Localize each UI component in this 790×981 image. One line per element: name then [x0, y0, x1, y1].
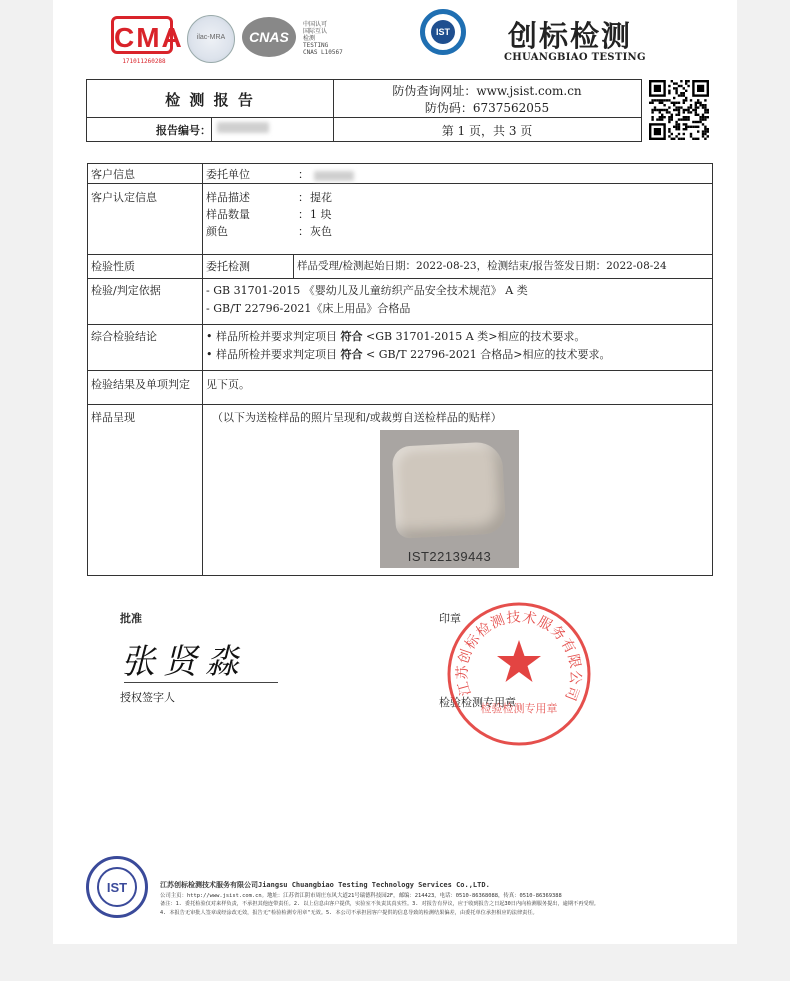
nature-label: 检验性质	[91, 260, 135, 273]
cnas-logo: CNAS	[242, 17, 298, 59]
conclusion-line-2: • 样品所检并要求判定项目 符合 < GB/T 22796-2021 合格品>相应的技术要求。	[206, 348, 611, 361]
approve-label: 批准	[120, 612, 142, 625]
query-url: 防伪查询网址：www.jsist.com.cn	[392, 84, 582, 98]
conclusion-line-1: • 样品所检并要求判定项目 符合 <GB 31701-2015 A 类>相应的技术要求。	[206, 330, 586, 343]
handwritten-signature: 张贤淼	[121, 642, 247, 682]
client-unit-redacted	[314, 169, 354, 186]
pillow-sample	[392, 441, 507, 539]
result-value: 见下页。	[206, 378, 250, 391]
ist-logo: IST	[420, 9, 466, 55]
sample-photo	[380, 430, 519, 568]
nature-value: 委托检测	[206, 260, 250, 273]
client-unit-label: 委托单位	[206, 168, 250, 181]
report-no-label: 报告编号：	[156, 124, 211, 137]
page-info: 第 1 页，共 3 页	[441, 124, 533, 138]
presentation-note: （以下为送检样品的照片呈现和/或裁剪自送检样品的贴样）	[212, 411, 502, 424]
conclusion-label: 综合检验结论	[91, 330, 157, 343]
result-label: 检验结果及单项判定	[91, 378, 190, 391]
color-label: 颜色	[206, 225, 228, 238]
sample-qty-label: 样品数量	[206, 208, 250, 221]
basis-line-1: - GB 31701-2015 《婴幼儿及儿童纺织产品安全技术规范》 A 类	[206, 284, 528, 297]
cma-logo: CMA	[111, 16, 173, 54]
ilac-mra-logo: ilac-MRA	[187, 15, 235, 63]
dates-text: 样品受理/检测起始日期：2022-08-23，检测结束/报告签发日期：2022-08-24	[297, 260, 667, 272]
special-seal-label: 检验检测专用章	[439, 696, 516, 709]
basis-line-2: - GB/T 22796-2021《床上用品》合格品	[206, 302, 411, 315]
signer-label: 授权签字人	[120, 691, 175, 704]
footer-note-1: 备注：1. 委托检验仅对来样负责，不承担其他连带责任。2. 以上信息由客户提供，实验室不负责其真实性。3. 对报告有异议，应于收到报告之日起30日内向检测服务提出，逾期不再受理。	[160, 901, 599, 907]
basis-label: 检验/判定依据	[91, 284, 161, 297]
sample-desc-label: 样品描述	[206, 191, 250, 204]
colon: ：	[298, 168, 309, 181]
color-value: 灰色	[310, 225, 332, 238]
report-page	[53, 0, 737, 944]
brand-name-en: CHUANGBIAO TESTING	[504, 52, 646, 63]
anti-fake-code: 防伪码：6737562055	[424, 101, 550, 115]
svg-text:检验检测专用章: 检验检测专用章	[480, 702, 558, 715]
signature-line	[124, 682, 278, 683]
footer-address: 公司主页：http://www.jsist.com.cn。地址：江苏省江阴市周庄东风大道21号瑞德科技园2F，邮编：214423，电话：0510-86368088，传真：0510-86369388	[160, 893, 562, 899]
ist-footer-logo: IST	[86, 856, 148, 918]
report-title: 检 测 报 告	[165, 91, 255, 109]
footer-note-2: 4. 本报告无审批人签章或经涂改无效，报告无"检验检测专用章"无效。5. 本公司不承担因客户提供的信息导致的检测结果偏差，由委托单位承担相应的法律责任。	[160, 910, 538, 916]
report-header-table	[86, 79, 642, 142]
presentation-label: 样品呈现	[91, 411, 135, 424]
sample-desc-value: 提花	[310, 191, 332, 204]
brand-name: 创标检测	[508, 19, 633, 53]
cma-number: 171011260288	[122, 58, 166, 65]
cnas-caption: 中国认可 国际互认 检测 TESTING CNAS L10567	[303, 21, 343, 56]
photo-caption: IST22139443	[407, 549, 492, 564]
footer-company: 江苏创标检测技术服务有限公司Jiangsu Chuangbiao Testing Technology Services Co.,LTD.	[160, 881, 490, 889]
company-seal	[445, 600, 593, 748]
qr-code	[649, 80, 709, 140]
report-no-redacted	[217, 122, 269, 136]
svg-text:江苏创标检测技术服务有限公司: 江苏创标检测技术服务有限公司	[454, 609, 584, 704]
report-info-table: 客户信息 委托单位 ： 客户认定信息 样品描述 ： 提花 样品数量 ： 1 块 颜色 ： 灰色 检验性质 委托检测 样品受理/检测起始日期：2022-08-23，检测结束/报告签发日期：2022-08-24 检验/判定依据 - GB 31701-2015 《婴幼儿及儿童纺织产品安全技术规范》 A 类 - GB/T 22796-2021《床上用品》合格品 综合检验结论 • 样品所检并要求判定项目 符合 <GB 31701-2015 A 类>相应的技术要求。 • 样品所检并要求判定项目 符合 < GB/T 22796-2021 合格品>相应的技术要求。 检验结果及单项判定 见下页。 样品呈现 （以下为送检样品的照片呈现和/或裁剪自送检样品的贴样）	[87, 163, 713, 576]
confirm-label: 客户认定信息	[91, 191, 157, 204]
client-info-label: 客户信息	[91, 168, 135, 181]
sample-qty-value: 1 块	[310, 208, 332, 221]
seal-label: 印章	[439, 612, 461, 625]
